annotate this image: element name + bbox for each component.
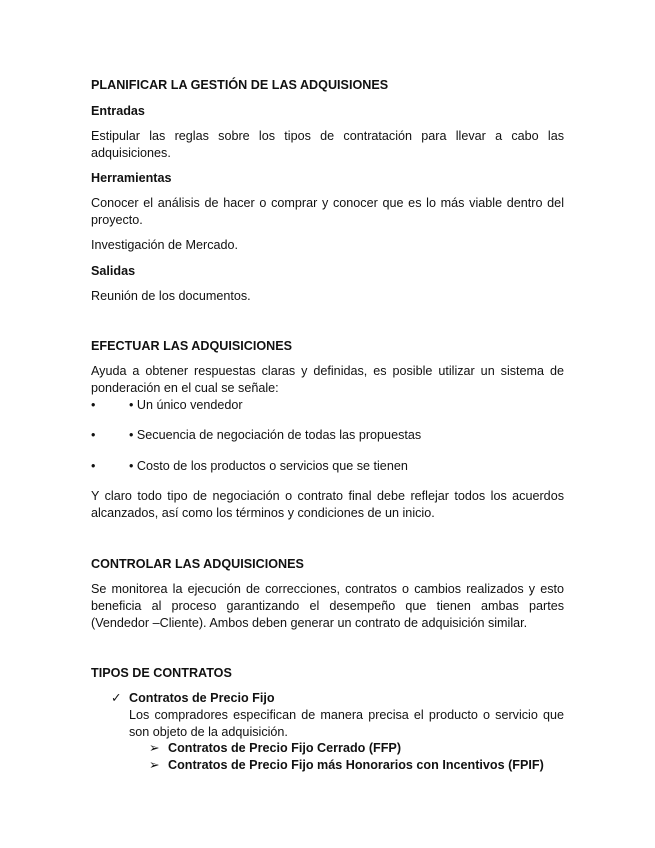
label-herramientas: Herramientas bbox=[91, 171, 172, 185]
section-title-controlar: CONTROLAR LAS ADQUISICIONES bbox=[91, 557, 304, 571]
list-item-text: • Secuencia de negociación de todas las propuestas bbox=[129, 428, 422, 442]
paragraph-line: Los compradores especifican de manera precisa el producto o servicio que bbox=[129, 708, 564, 722]
paragraph-salidas: Reunión de los documentos. bbox=[91, 289, 251, 303]
paragraph-line: proyecto. bbox=[91, 213, 143, 227]
section-title-planificar: PLANIFICAR LA GESTIÓN DE LAS ADQUISIONES bbox=[91, 78, 389, 92]
arrow-bullet-icon: ➢ bbox=[149, 758, 160, 772]
paragraph-line: Ayuda a obtener respuestas claras y definidas, es posible utilizar un sistema de bbox=[91, 364, 564, 378]
bullet-icon: • bbox=[91, 459, 96, 473]
section-title-efectuar: EFECTUAR LAS ADQUISICIONES bbox=[91, 339, 293, 353]
list-item bbox=[91, 458, 564, 475]
label-salidas: Salidas bbox=[91, 264, 136, 278]
paragraph-line: Conocer el análisis de hacer o comprar y conocer que es lo más viable dentro del bbox=[91, 196, 564, 210]
paragraph-line: son objeto de la adquisición. bbox=[129, 725, 288, 739]
section-title-tipos: TIPOS DE CONTRATOS bbox=[91, 666, 232, 680]
paragraph-efectuar-closing bbox=[91, 488, 564, 522]
sub-list-item-text: Contratos de Precio Fijo Cerrado (FFP) bbox=[168, 741, 402, 755]
paragraph-controlar bbox=[91, 581, 564, 632]
paragraph-line: alcanzados, así como los términos y condiciones de un inicio. bbox=[91, 506, 435, 520]
arrow-bullet-icon: ➢ bbox=[149, 741, 160, 755]
paragraph-investigacion: Investigación de Mercado. bbox=[91, 238, 239, 252]
paragraph-line: Estipular las reglas sobre los tipos de contratación para llevar a cabo las bbox=[91, 129, 564, 143]
sub-list-item-text: Contratos de Precio Fijo más Honorarios con Incentivos (FPIF) bbox=[168, 758, 544, 772]
paragraph-line: beneficia al proceso garantizando el desempeño que tienen ambas partes bbox=[91, 599, 564, 613]
bullet-icon: • bbox=[91, 398, 96, 412]
paragraph-line: adquisiciones. bbox=[91, 146, 171, 160]
paragraph-efectuar-intro bbox=[91, 363, 564, 397]
list-item-text: • Un único vendedor bbox=[129, 398, 243, 412]
checklist-item-description bbox=[129, 707, 564, 741]
label-entradas: Entradas bbox=[91, 104, 145, 118]
paragraph-line: (Vendedor –Cliente). Ambos deben generar un contrato de adquisición similar. bbox=[91, 616, 528, 630]
paragraph-herramientas bbox=[91, 195, 564, 229]
paragraph-line: Y claro todo tipo de negociación o contrato final debe reflejar todos los acuerdos bbox=[91, 489, 564, 503]
list-item bbox=[91, 427, 564, 444]
sub-list-item bbox=[91, 740, 564, 757]
checkmark-icon: ✓ bbox=[111, 691, 122, 705]
sub-list-item bbox=[91, 757, 564, 774]
paragraph-line: Se monitorea la ejecución de correcciones, contratos o cambios realizados y esto bbox=[91, 582, 564, 596]
checklist-item bbox=[91, 690, 564, 707]
paragraph-entradas bbox=[91, 128, 564, 162]
bullet-icon: • bbox=[91, 428, 96, 442]
checklist-item-title: Contratos de Precio Fijo bbox=[129, 691, 275, 705]
list-item bbox=[91, 397, 564, 414]
paragraph-line: ponderación en el cual se señale: bbox=[91, 381, 279, 395]
list-item-text: • Costo de los productos o servicios que se tienen bbox=[129, 459, 408, 473]
